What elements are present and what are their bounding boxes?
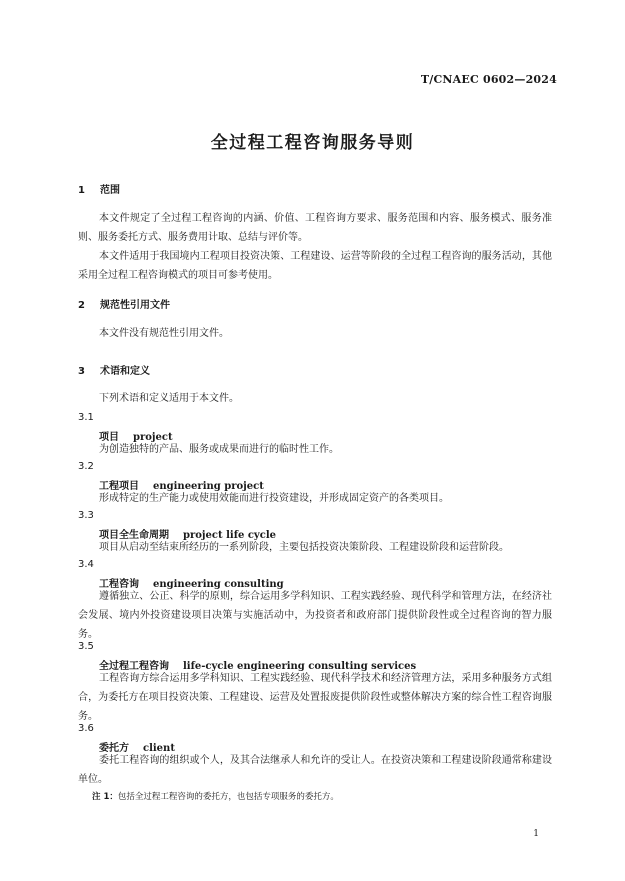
term-chinese: 项目全生命周期 <box>99 530 169 541</box>
clause-number: 3.2 <box>78 461 94 472</box>
section-heading-3 <box>78 362 150 377</box>
section-title: 术语和定义 <box>100 366 150 377</box>
term-definition: 项目从启动至结束所经历的一系列阶段，主要包括投资决策阶段、工程建设阶段和运营阶段。 <box>99 542 509 553</box>
page-number: 1 <box>533 829 539 839</box>
standard-number: T/CNAEC 0602—2024 <box>420 73 557 86</box>
term-definition: 形成特定的生产能力或使用效能而进行投资建设，并形成固定资产的各类项目。 <box>99 493 449 504</box>
term-chinese: 工程项目 <box>99 481 139 492</box>
term-definition: 遵循独立、公正、科学的原则，综合运用多学科知识、工程实践经验、现代科学和管理方法，在经济社会发展、境内外投资建设项目决策与实施活动中，为投资者和政府部门提供阶段性或全过程咨询的智力服务。 <box>78 591 552 640</box>
section-heading-2 <box>78 296 170 311</box>
term-chinese: 工程咨询 <box>99 579 139 590</box>
term-definition: 委托工程咨询的组织或个人，及其合法继承人和允许的受让人。在投资决策和工程建设阶段通常称建设单位。 <box>78 755 552 785</box>
term-english: project <box>133 432 173 443</box>
section-title: 范围 <box>100 185 120 196</box>
note-label: 注 1： <box>92 792 118 802</box>
section-number: 3 <box>78 366 85 377</box>
term-chinese: 项目 <box>99 432 119 443</box>
terms-intro-paragraph: 下列术语和定义适用于本文件。 <box>99 393 239 404</box>
term-definition: 为创造独特的产品、服务或成果而进行的临时性工作。 <box>99 444 339 455</box>
term-chinese: 全过程工程咨询 <box>99 661 169 672</box>
clause-number: 3.6 <box>78 723 94 734</box>
term-english: project life cycle <box>183 530 276 541</box>
section-number: 2 <box>78 300 85 311</box>
document-title: 全过程工程咨询服务导则 <box>210 133 415 153</box>
term-definition: 工程咨询方综合运用多学科知识、工程实践经验、现代科学技术和经济管理方法，采用多种服务方式组合，为委托方在项目投资决策、工程建设、运营及处置报废提供阶段性或整体解决方案的综合性工程咨询服务。 <box>78 673 552 722</box>
clause-number: 3.3 <box>78 510 94 521</box>
clause-number: 3.1 <box>78 412 94 423</box>
term-english: engineering project <box>153 481 264 492</box>
normative-references-paragraph: 本文件没有规范性引用文件。 <box>99 328 229 339</box>
section-title: 规范性引用文件 <box>100 300 170 311</box>
term-english: engineering consulting <box>153 579 284 590</box>
note <box>92 790 339 802</box>
term-chinese: 委托方 <box>99 743 129 754</box>
term-english: life-cycle engineering consulting services <box>183 661 417 672</box>
clause-number: 3.4 <box>78 559 94 570</box>
section-heading-1 <box>78 181 120 196</box>
section-number: 1 <box>78 185 85 196</box>
clause-number: 3.5 <box>78 641 94 652</box>
term-english: client <box>143 743 175 754</box>
scope-paragraph-1: 本文件规定了全过程工程咨询的内涵、价值、工程咨询方要求、服务范围和内容、服务模式、服务准则、服务委托方式、服务费用计取、总结与评价等。 <box>78 213 552 243</box>
scope-paragraph-2: 本文件适用于我国境内工程项目投资决策、工程建设、运营等阶段的全过程工程咨询的服务活动，其他采用全过程工程咨询模式的项目可参考使用。 <box>78 251 552 281</box>
note-text: 包括全过程工程咨询的委托方，也包括专项服务的委托方。 <box>117 792 339 802</box>
